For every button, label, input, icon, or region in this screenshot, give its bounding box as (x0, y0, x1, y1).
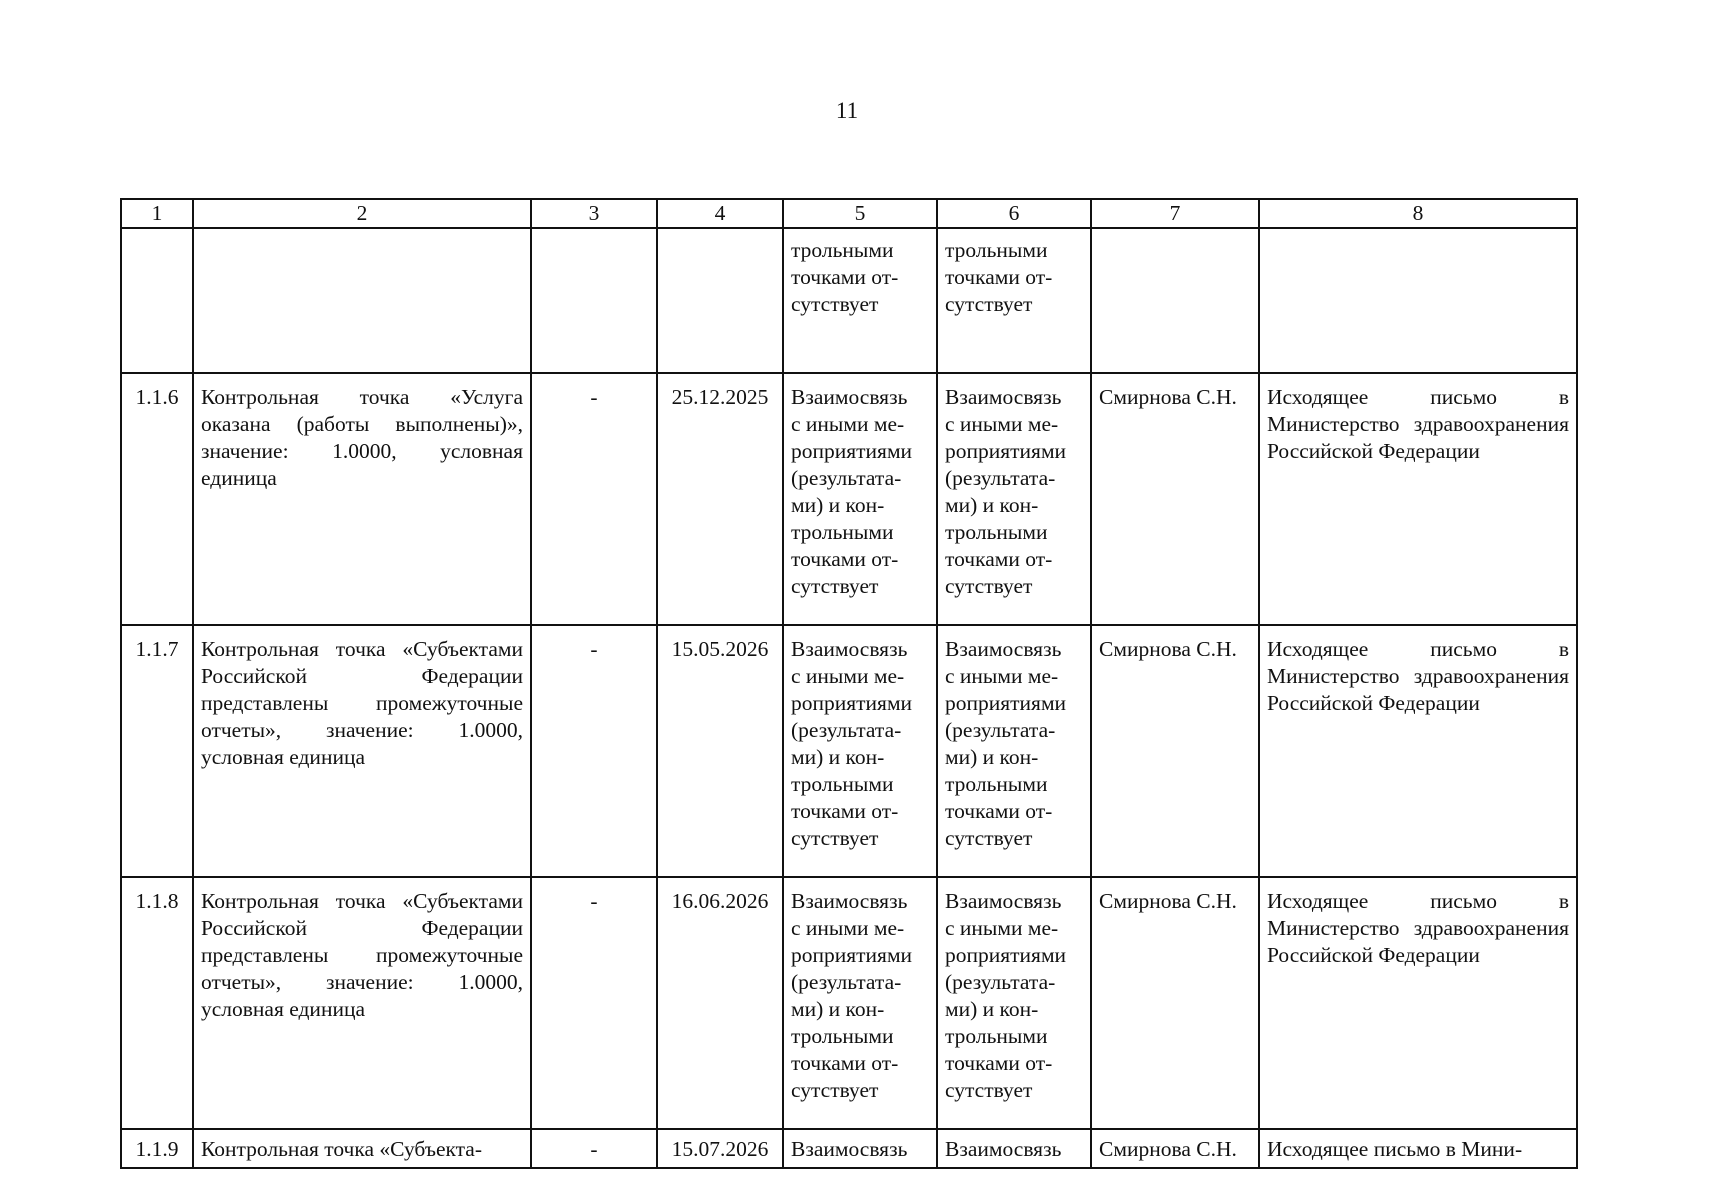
cell-number (121, 228, 193, 373)
cell-description: Контрольная точка «Субъектами Российской Федерации представлены промежуточные отчеты», значение: 1.0000, условная единица (193, 877, 531, 1129)
table-row (121, 877, 1577, 1129)
column-header-4: 4 (657, 199, 783, 228)
cell-responsible: Смирнова С.Н. (1091, 1129, 1259, 1168)
cell-number: 1.1.9 (121, 1129, 193, 1168)
cell-relation-col6: трольными точками от- сутствует (937, 228, 1091, 373)
page-number: 11 (835, 98, 859, 123)
cell-document: Исходящее письмо в Министерство здравоохранения Российской Федерации (1259, 373, 1577, 625)
column-header-6: 6 (937, 199, 1091, 228)
cell-document: Исходящее письмо в Министерство здравоохранения Российской Федерации (1259, 877, 1577, 1129)
cell-date: 15.05.2026 (657, 625, 783, 877)
document-table (120, 198, 1578, 1169)
table-row-partial (121, 1129, 1577, 1168)
column-header-2: 2 (193, 199, 531, 228)
cell-number: 1.1.6 (121, 373, 193, 625)
cell-relation-col5: Взаимосвязь с иными ме- роприятиями (результата- ми) и кон- трольными точками от- сутствует (783, 877, 937, 1129)
cell-description (193, 228, 531, 373)
cell-date: 25.12.2025 (657, 373, 783, 625)
cell-relation-col5: Взаимосвязь с иными ме- роприятиями (результата- ми) и кон- трольными точками от- сутствует (783, 373, 937, 625)
cell-relation-col5: Взаимосвязь (783, 1129, 937, 1168)
table-row-continuation (121, 228, 1577, 373)
cell-responsible: Смирнова С.Н. (1091, 877, 1259, 1129)
column-header-5: 5 (783, 199, 937, 228)
cell-date: 16.06.2026 (657, 877, 783, 1129)
cell-col3: - (531, 1129, 657, 1168)
column-header-7: 7 (1091, 199, 1259, 228)
cell-date (657, 228, 783, 373)
cell-responsible: Смирнова С.Н. (1091, 625, 1259, 877)
cell-document: Исходящее письмо в Министерство здравоохранения Российской Федерации (1259, 625, 1577, 877)
cell-relation-col6: Взаимосвязь с иными ме- роприятиями (результата- ми) и кон- трольными точками от- сутствует (937, 373, 1091, 625)
table-row (121, 373, 1577, 625)
cell-document (1259, 228, 1577, 373)
cell-relation-col6: Взаимосвязь с иными ме- роприятиями (результата- ми) и кон- трольными точками от- сутствует (937, 625, 1091, 877)
cell-col3: - (531, 877, 657, 1129)
cell-number: 1.1.7 (121, 625, 193, 877)
cell-description: Контрольная точка «Субъекта- (193, 1129, 531, 1168)
column-number-header-row (121, 199, 1577, 228)
column-header-1: 1 (121, 199, 193, 228)
cell-relation-col5: Взаимосвязь с иными ме- роприятиями (результата- ми) и кон- трольными точками от- сутствует (783, 625, 937, 877)
cell-description: Контрольная точка «Услуга оказана (работы выполнены)», значение: 1.0000, условная единица (193, 373, 531, 625)
cell-col3 (531, 228, 657, 373)
cell-document: Исходящее письмо в Мини- (1259, 1129, 1577, 1168)
cell-description: Контрольная точка «Субъектами Российской Федерации представлены промежуточные отчеты», значение: 1.0000, условная единица (193, 625, 531, 877)
column-header-8: 8 (1259, 199, 1577, 228)
cell-col3: - (531, 625, 657, 877)
table-row (121, 625, 1577, 877)
cell-relation-col6: Взаимосвязь с иными ме- роприятиями (результата- ми) и кон- трольными точками от- сутствует (937, 877, 1091, 1129)
cell-responsible (1091, 228, 1259, 373)
cell-responsible: Смирнова С.Н. (1091, 373, 1259, 625)
column-header-3: 3 (531, 199, 657, 228)
cell-relation-col6: Взаимосвязь (937, 1129, 1091, 1168)
cell-relation-col5: трольными точками от- сутствует (783, 228, 937, 373)
cell-number: 1.1.8 (121, 877, 193, 1129)
cell-date: 15.07.2026 (657, 1129, 783, 1168)
cell-col3: - (531, 373, 657, 625)
